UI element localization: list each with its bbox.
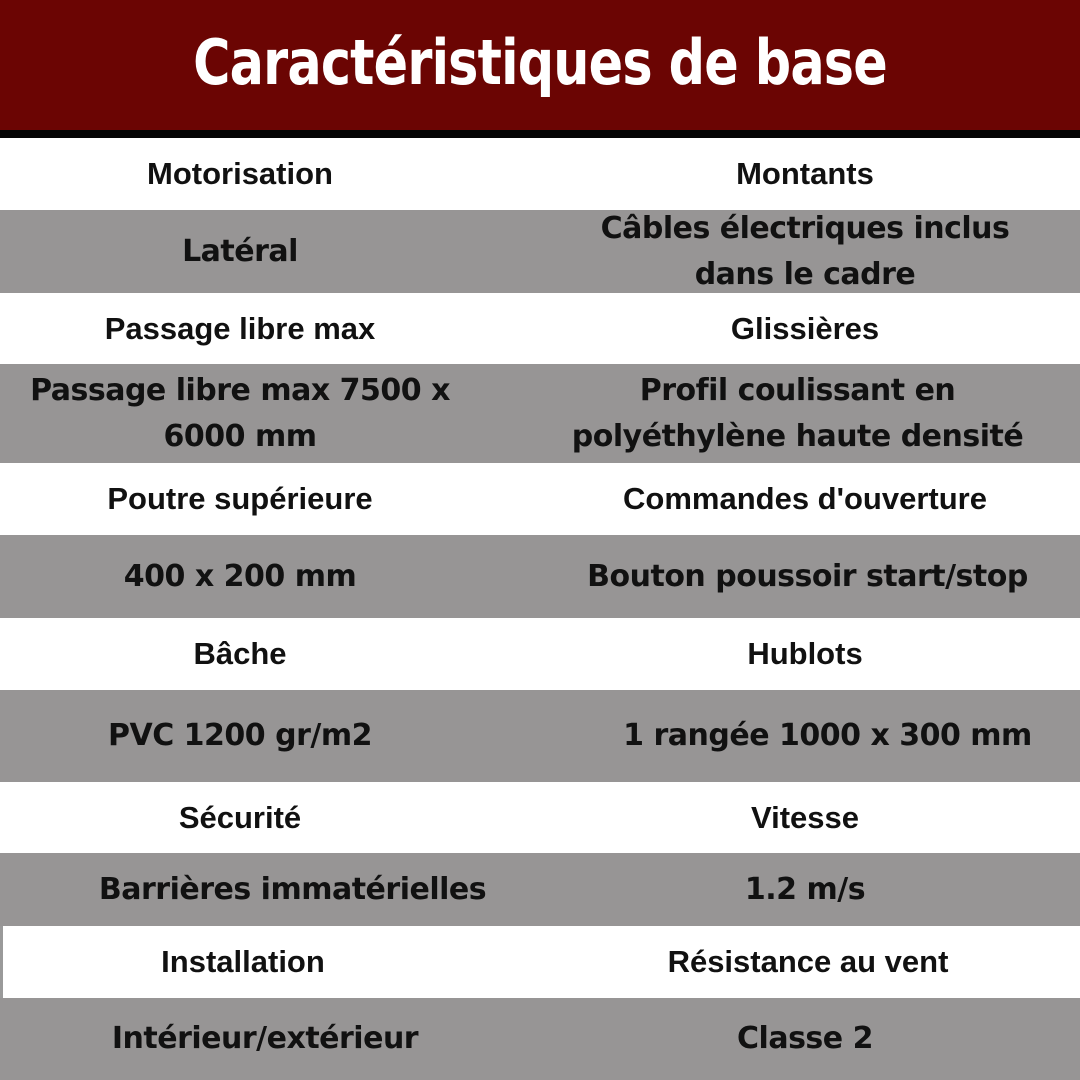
- spec-value-hublots: 1 rangée 1000 x 300 mm: [623, 718, 1032, 753]
- spec-value-vitesse: 1.2 m/s: [744, 871, 866, 907]
- spec-value-bache: PVC 1200 gr/m2: [108, 718, 372, 753]
- spec-value-installation: Intérieur/extérieur: [111, 1021, 419, 1056]
- spec-label-poutre: Poutre supérieure: [107, 481, 373, 516]
- spec-label-glissieres: Glissières: [730, 310, 880, 346]
- spec-value-securite: Barrières immatérielles: [98, 871, 487, 907]
- spec-row-value: [0, 210, 1080, 293]
- spec-value-poutre: 400 x 200 mm: [123, 558, 357, 594]
- spec-row-label: [0, 138, 1080, 210]
- spec-label-bache: Bâche: [193, 636, 287, 671]
- spec-row-value: [0, 535, 1080, 618]
- spec-label-commandes: Commandes d'ouverture: [623, 481, 987, 516]
- spec-row-label: [0, 618, 1080, 690]
- spec-value-montants: Câbles électriques inclus dans le cadre: [600, 210, 1010, 292]
- spec-label-vent: Résistance au vent: [667, 944, 949, 979]
- spec-row-label: [0, 463, 1080, 535]
- header-banner: [0, 0, 1080, 130]
- spec-row-value: [0, 998, 1080, 1080]
- spec-row-value: [0, 364, 1080, 463]
- page-title: Caractéristiques de base: [193, 25, 887, 99]
- spec-label-hublots: Hublots: [747, 636, 863, 671]
- spec-value-commandes: Bouton poussoir start/stop: [587, 558, 1028, 594]
- spec-row-label: [0, 926, 1080, 998]
- spec-label-securite: Sécurité: [178, 799, 302, 835]
- spec-row-value: [0, 853, 1080, 926]
- spec-value-glissieres: Profil coulissant en polyéthylène haute densité: [571, 372, 1024, 454]
- spec-label-motorisation: Motorisation: [147, 156, 333, 191]
- header-divider: [0, 130, 1080, 138]
- spec-row-label: [0, 293, 1080, 364]
- spec-value-passage: Passage libre max 7500 x 6000 mm: [30, 372, 450, 454]
- spec-label-passage: Passage libre max: [104, 310, 376, 346]
- spec-label-vitesse: Vitesse: [750, 799, 859, 835]
- spec-value-motorisation: Latéral: [182, 233, 298, 269]
- spec-label-montants: Montants: [736, 156, 874, 191]
- spec-label-installation: Installation: [161, 944, 325, 979]
- spec-row-label: [0, 782, 1080, 853]
- spec-row-value: [0, 690, 1080, 782]
- spec-value-vent: Classe 2: [737, 1021, 873, 1056]
